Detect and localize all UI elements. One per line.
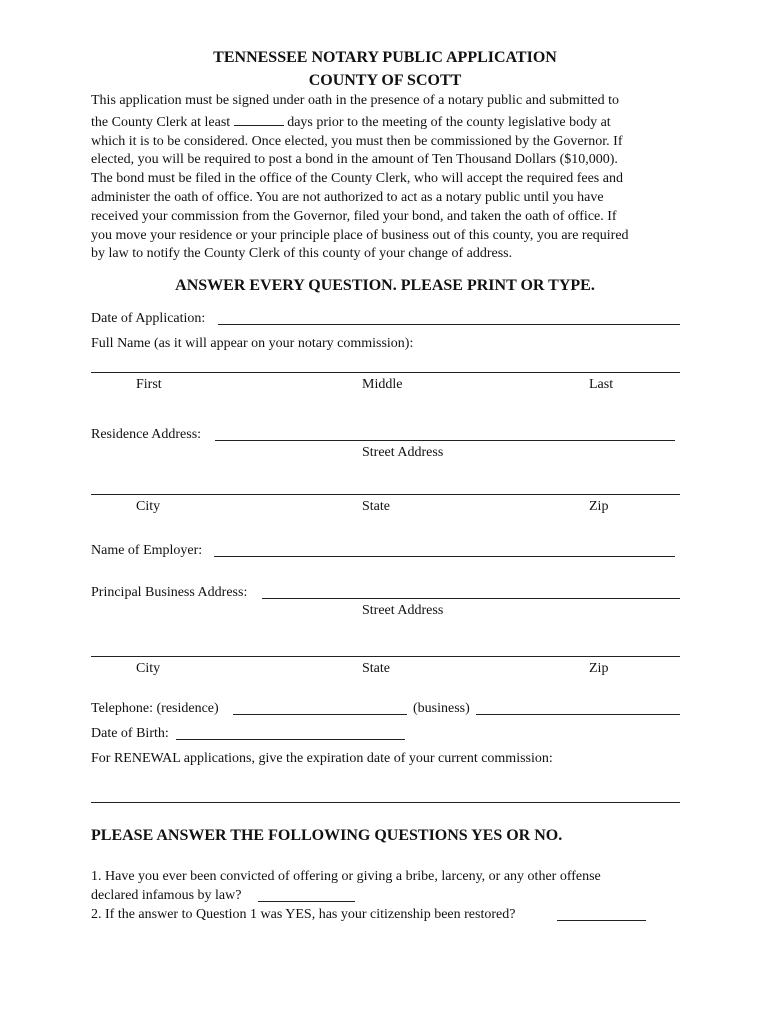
telephone-residence-field[interactable]: [233, 714, 407, 715]
form-subtitle: COUNTY OF SCOTT: [308, 72, 462, 89]
intro-line: This application must be signed under oath in the presence of a notary public and submitted to: [91, 93, 619, 108]
first-name-caption: First: [136, 377, 162, 392]
intro-text: days prior to the meeting of the county legislative body at: [283, 114, 611, 130]
intro-line: which it is to be considered. Once elected, you must then be commissioned by the Governor. If: [91, 133, 623, 149]
telephone-business-field[interactable]: [476, 714, 680, 715]
intro-line: [91, 111, 691, 133]
instruction-heading: ANSWER EVERY QUESTION. PLEASE PRINT OR TYPE.: [175, 277, 595, 294]
date-of-application-field[interactable]: [218, 324, 680, 325]
employer-field[interactable]: [214, 556, 675, 557]
business-street-caption: Street Address: [362, 603, 444, 618]
intro-line: you move your residence or your principle place of business out of this county, you are required: [91, 227, 629, 243]
residence-city-state-zip-field[interactable]: [91, 494, 680, 495]
full-name-label: Full Name (as it will appear on your notary commission):: [91, 336, 414, 351]
form-title: TENNESSEE NOTARY PUBLIC APPLICATION: [213, 49, 557, 66]
business-street-field[interactable]: [262, 598, 680, 599]
business-state-caption: State: [362, 661, 390, 676]
renewal-expiration-field[interactable]: [91, 802, 680, 803]
residence-state-caption: State: [362, 499, 390, 514]
full-name-field[interactable]: [91, 372, 680, 373]
intro-line: The bond must be filed in the office of the County Clerk, who will accept the required fees and: [91, 171, 623, 187]
intro-line: by law to notify the County Clerk of this county of your change of address.: [91, 246, 513, 262]
middle-name-caption: Middle: [362, 377, 403, 392]
question-2: 2. If the answer to Question 1 was YES, has your citizenship been restored?: [91, 907, 516, 922]
business-address-label: Principal Business Address:: [91, 585, 248, 600]
question-1-answer-field[interactable]: [258, 901, 355, 902]
telephone-business-label: (business): [413, 701, 470, 716]
date-of-birth-field[interactable]: [176, 739, 405, 740]
intro-line: elected, you will be required to post a bond in the amount of Ten Thousand Dollars ($10,000).: [91, 152, 618, 168]
question-2-answer-field[interactable]: [557, 920, 646, 921]
renewal-label: For RENEWAL applications, give the expiration date of your current commission:: [91, 751, 553, 766]
intro-text: the County Clerk at least: [91, 114, 234, 130]
business-zip-caption: Zip: [589, 661, 609, 676]
residence-address-label: Residence Address:: [91, 427, 202, 442]
intro-line: administer the oath of office. You are not authorized to act as a notary public until you have: [91, 189, 604, 205]
question-1-line2: declared infamous by law?: [91, 888, 242, 903]
residence-city-caption: City: [136, 499, 161, 514]
questions-heading: PLEASE ANSWER THE FOLLOWING QUESTIONS YES OR NO.: [91, 827, 563, 844]
residence-street-field[interactable]: [215, 440, 675, 441]
employer-label: Name of Employer:: [91, 543, 203, 558]
telephone-residence-label: Telephone: (residence): [91, 701, 219, 716]
date-of-birth-label: Date of Birth:: [91, 726, 169, 741]
business-city-state-zip-field[interactable]: [91, 656, 680, 657]
last-name-caption: Last: [589, 377, 614, 392]
business-city-caption: City: [136, 661, 161, 676]
date-of-application-label: Date of Application:: [91, 311, 206, 326]
days-blank[interactable]: [234, 111, 284, 126]
question-1-line1: 1. Have you ever been convicted of offering or giving a bribe, larceny, or any other offense: [91, 869, 601, 884]
residence-zip-caption: Zip: [589, 499, 609, 514]
intro-paragraph: [91, 92, 691, 264]
residence-street-caption: Street Address: [362, 445, 444, 460]
intro-line: received your commission from the Governor, filed your bond, and taken the oath of office. If: [91, 208, 617, 224]
